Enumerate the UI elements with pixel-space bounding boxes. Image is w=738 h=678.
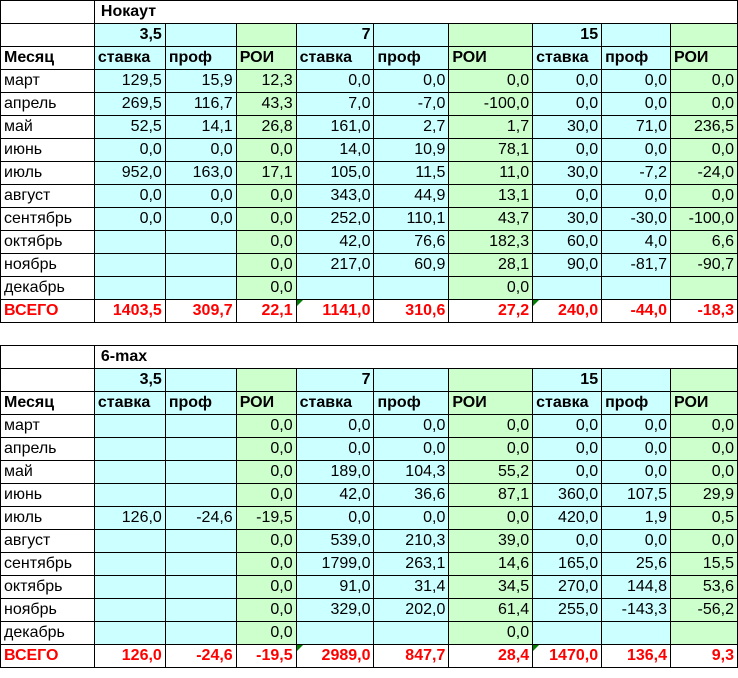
profit-cell-3-5[interactable] bbox=[165, 461, 236, 484]
roi-cell-7[interactable]: 0,0 bbox=[449, 70, 533, 93]
roi-header-3-5[interactable]: РОИ bbox=[236, 392, 296, 415]
stake-cell-15[interactable]: 255,0 bbox=[533, 599, 602, 622]
profit-cell-3-5[interactable] bbox=[165, 415, 236, 438]
total-profit-7[interactable]: 847,7 bbox=[374, 645, 449, 668]
profit-cell-15[interactable] bbox=[602, 622, 671, 645]
profit-cell-7[interactable]: 104,3 bbox=[374, 461, 449, 484]
stake-header-row-knockout bbox=[1, 24, 738, 47]
profit-cell-7[interactable]: 10,9 bbox=[374, 139, 449, 162]
roi-cell-3-5[interactable]: 0,0 bbox=[236, 254, 296, 277]
total-row-6max bbox=[1, 645, 738, 668]
total-profit-15[interactable]: -44,0 bbox=[602, 300, 671, 323]
profit-cell-7[interactable]: 202,0 bbox=[374, 599, 449, 622]
total-roi-3-5[interactable]: 22,1 bbox=[236, 300, 296, 323]
roi-cell-3-5[interactable]: 0,0 bbox=[236, 415, 296, 438]
stake-cell-3-5[interactable] bbox=[94, 599, 165, 622]
roi-cell-3-5[interactable]: 0,0 bbox=[236, 484, 296, 507]
profit-cell-3-5[interactable] bbox=[165, 576, 236, 599]
roi-cell-15[interactable]: -100,0 bbox=[671, 208, 738, 231]
roi-cell-7[interactable]: 34,5 bbox=[449, 576, 533, 599]
empty-cell[interactable] bbox=[602, 24, 671, 47]
roi-cell-3-5[interactable]: 0,0 bbox=[236, 139, 296, 162]
month-row bbox=[1, 162, 738, 185]
total-profit-3-5[interactable]: -24,6 bbox=[165, 645, 236, 668]
month-row bbox=[1, 116, 738, 139]
total-profit-3-5[interactable]: 309,7 bbox=[165, 300, 236, 323]
spacer-cell bbox=[1, 323, 738, 346]
profit-cell-3-5[interactable] bbox=[165, 438, 236, 461]
roi-cell-15[interactable]: -56,2 bbox=[671, 599, 738, 622]
stake-cell-15[interactable]: 0,0 bbox=[533, 139, 602, 162]
month-label[interactable]: сентябрь bbox=[1, 208, 95, 231]
roi-cell-15[interactable]: 0,0 bbox=[671, 185, 738, 208]
stake-cell-7[interactable]: 14,0 bbox=[296, 139, 374, 162]
profit-cell-15[interactable]: 1,9 bbox=[602, 507, 671, 530]
stake-cell-3-5[interactable]: 129,5 bbox=[94, 70, 165, 93]
empty-cell[interactable] bbox=[236, 24, 296, 47]
profit-cell-15[interactable] bbox=[602, 277, 671, 300]
roi-cell-3-5[interactable]: 0,0 bbox=[236, 576, 296, 599]
profit-cell-3-5[interactable] bbox=[165, 622, 236, 645]
roi-cell-7[interactable]: 0,0 bbox=[449, 415, 533, 438]
profit-cell-15[interactable]: 0,0 bbox=[602, 415, 671, 438]
month-row bbox=[1, 530, 738, 553]
stake-header-7[interactable]: 7 bbox=[296, 369, 374, 392]
month-label[interactable]: декабрь bbox=[1, 277, 95, 300]
profit-cell-15[interactable]: -7,2 bbox=[602, 162, 671, 185]
profit-cell-15[interactable]: 0,0 bbox=[602, 461, 671, 484]
stake-cell-15[interactable]: 30,0 bbox=[533, 116, 602, 139]
section-title-row-knockout bbox=[1, 1, 738, 24]
roi-cell-15[interactable]: 53,6 bbox=[671, 576, 738, 599]
empty-cell[interactable] bbox=[449, 24, 533, 47]
roi-cell-15[interactable]: 0,0 bbox=[671, 530, 738, 553]
total-label[interactable]: ВСЕГО bbox=[1, 645, 95, 668]
profit-header-7[interactable]: проф bbox=[374, 47, 449, 70]
month-row bbox=[1, 599, 738, 622]
stake-cell-3-5[interactable]: 52,5 bbox=[94, 116, 165, 139]
stake-header-15[interactable]: ставка bbox=[533, 392, 602, 415]
month-column-header[interactable]: Месяц bbox=[1, 392, 95, 415]
profit-cell-7[interactable]: 0,0 bbox=[374, 507, 449, 530]
profit-cell-3-5[interactable]: -24,6 bbox=[165, 507, 236, 530]
month-label[interactable]: июнь bbox=[1, 139, 95, 162]
stake-cell-7[interactable]: 539,0 bbox=[296, 530, 374, 553]
stake-cell-7[interactable]: 42,0 bbox=[296, 231, 374, 254]
profit-cell-7[interactable]: 2,7 bbox=[374, 116, 449, 139]
roi-cell-7[interactable]: -100,0 bbox=[449, 93, 533, 116]
column-labels-row-knockout bbox=[1, 47, 738, 70]
month-row bbox=[1, 70, 738, 93]
profit-cell-15[interactable]: 0,0 bbox=[602, 530, 671, 553]
profit-cell-7[interactable]: 44,9 bbox=[374, 185, 449, 208]
month-label[interactable]: март bbox=[1, 70, 95, 93]
total-stake-3-5[interactable]: 1403,5 bbox=[94, 300, 165, 323]
profit-cell-15[interactable]: 0,0 bbox=[602, 139, 671, 162]
stake-cell-3-5[interactable] bbox=[94, 438, 165, 461]
month-row bbox=[1, 484, 738, 507]
roi-cell-3-5[interactable]: 0,0 bbox=[236, 622, 296, 645]
stake-header-7[interactable]: 7 bbox=[296, 24, 374, 47]
month-row bbox=[1, 277, 738, 300]
month-row bbox=[1, 507, 738, 530]
roi-cell-7[interactable]: 55,2 bbox=[449, 461, 533, 484]
stake-cell-15[interactable]: 270,0 bbox=[533, 576, 602, 599]
stake-header-7[interactable]: ставка bbox=[296, 47, 374, 70]
roi-cell-3-5[interactable]: 0,0 bbox=[236, 438, 296, 461]
stake-cell-7[interactable]: 0,0 bbox=[296, 70, 374, 93]
profit-cell-7[interactable]: 0,0 bbox=[374, 415, 449, 438]
month-label[interactable]: июль bbox=[1, 507, 95, 530]
profit-cell-7[interactable] bbox=[374, 622, 449, 645]
profit-cell-15[interactable]: -81,7 bbox=[602, 254, 671, 277]
month-row bbox=[1, 415, 738, 438]
stake-cell-15[interactable]: 0,0 bbox=[533, 461, 602, 484]
roi-cell-7[interactable]: 0,0 bbox=[449, 622, 533, 645]
month-row bbox=[1, 254, 738, 277]
stake-cell-15[interactable]: 0,0 bbox=[533, 530, 602, 553]
roi-cell-15[interactable]: 0,0 bbox=[671, 461, 738, 484]
section-title-6max[interactable]: 6-max bbox=[94, 346, 737, 369]
profit-header-3-5[interactable]: проф bbox=[165, 47, 236, 70]
empty-cell[interactable] bbox=[374, 369, 449, 392]
profit-cell-15[interactable]: 0,0 bbox=[602, 70, 671, 93]
roi-cell-15[interactable]: 0,0 bbox=[671, 70, 738, 93]
profit-cell-3-5[interactable]: 116,7 bbox=[165, 93, 236, 116]
stake-cell-7[interactable]: 217,0 bbox=[296, 254, 374, 277]
stake-cell-7[interactable]: 0,0 bbox=[296, 438, 374, 461]
stake-cell-7[interactable]: 42,0 bbox=[296, 484, 374, 507]
stake-cell-7[interactable] bbox=[296, 622, 374, 645]
roi-cell-3-5[interactable]: 0,0 bbox=[236, 231, 296, 254]
stake-header-15[interactable]: 15 bbox=[533, 369, 602, 392]
month-row bbox=[1, 461, 738, 484]
profit-cell-3-5[interactable] bbox=[165, 277, 236, 300]
roi-cell-3-5[interactable]: 0,0 bbox=[236, 553, 296, 576]
profit-cell-3-5[interactable] bbox=[165, 599, 236, 622]
roi-cell-3-5[interactable]: 26,8 bbox=[236, 116, 296, 139]
total-roi-7[interactable]: 27,2 bbox=[449, 300, 533, 323]
section-spacer bbox=[1, 323, 738, 346]
empty-cell[interactable] bbox=[236, 369, 296, 392]
stake-cell-3-5[interactable]: 126,0 bbox=[94, 507, 165, 530]
month-label[interactable]: август bbox=[1, 530, 95, 553]
month-label[interactable]: апрель bbox=[1, 93, 95, 116]
roi-cell-15[interactable]: 0,0 bbox=[671, 93, 738, 116]
profit-cell-15[interactable]: 0,0 bbox=[602, 185, 671, 208]
empty-cell[interactable] bbox=[165, 24, 236, 47]
roi-cell-3-5[interactable]: 12,3 bbox=[236, 70, 296, 93]
profit-cell-3-5[interactable] bbox=[165, 553, 236, 576]
profit-cell-15[interactable]: -143,3 bbox=[602, 599, 671, 622]
roi-cell-7[interactable]: 0,0 bbox=[449, 507, 533, 530]
month-label[interactable]: октябрь bbox=[1, 231, 95, 254]
roi-cell-3-5[interactable]: 43,3 bbox=[236, 93, 296, 116]
empty-cell[interactable] bbox=[602, 369, 671, 392]
profit-header-15[interactable]: проф bbox=[602, 392, 671, 415]
total-row-knockout bbox=[1, 300, 738, 323]
profit-cell-3-5[interactable]: 0,0 bbox=[165, 208, 236, 231]
month-label[interactable]: ноябрь bbox=[1, 599, 95, 622]
roi-cell-7[interactable]: 14,6 bbox=[449, 553, 533, 576]
roi-cell-15[interactable] bbox=[671, 277, 738, 300]
stake-cell-15[interactable]: 60,0 bbox=[533, 231, 602, 254]
month-label[interactable]: декабрь bbox=[1, 622, 95, 645]
roi-cell-15[interactable]: 6,6 bbox=[671, 231, 738, 254]
month-label[interactable]: апрель bbox=[1, 438, 95, 461]
month-row bbox=[1, 438, 738, 461]
profit-cell-3-5[interactable] bbox=[165, 484, 236, 507]
roi-cell-7[interactable]: 78,1 bbox=[449, 139, 533, 162]
stake-cell-7[interactable]: 91,0 bbox=[296, 576, 374, 599]
roi-cell-3-5[interactable]: 0,0 bbox=[236, 530, 296, 553]
stake-cell-15[interactable]: 360,0 bbox=[533, 484, 602, 507]
roi-cell-7[interactable]: 0,0 bbox=[449, 438, 533, 461]
stake-cell-15[interactable]: 165,0 bbox=[533, 553, 602, 576]
total-roi-7[interactable]: 28,4 bbox=[449, 645, 533, 668]
empty-cell[interactable] bbox=[1, 1, 95, 24]
section-title-knockout[interactable]: Нокаут bbox=[94, 1, 737, 24]
roi-cell-15[interactable]: 29,9 bbox=[671, 484, 738, 507]
roi-cell-3-5[interactable]: 0,0 bbox=[236, 461, 296, 484]
month-row bbox=[1, 576, 738, 599]
profit-cell-15[interactable]: 4,0 bbox=[602, 231, 671, 254]
profit-cell-7[interactable]: 210,3 bbox=[374, 530, 449, 553]
month-label[interactable]: ноябрь bbox=[1, 254, 95, 277]
stake-header-row-6max bbox=[1, 369, 738, 392]
profit-header-15[interactable]: проф bbox=[602, 47, 671, 70]
stake-cell-15[interactable]: 0,0 bbox=[533, 185, 602, 208]
roi-header-7[interactable]: РОИ bbox=[449, 392, 533, 415]
roi-header-3-5[interactable]: РОИ bbox=[236, 47, 296, 70]
stake-cell-15[interactable]: 420,0 bbox=[533, 507, 602, 530]
roi-cell-3-5[interactable]: 0,0 bbox=[236, 185, 296, 208]
stake-cell-7[interactable]: 343,0 bbox=[296, 185, 374, 208]
column-labels-row-6max bbox=[1, 392, 738, 415]
stake-cell-15[interactable]: 30,0 bbox=[533, 208, 602, 231]
total-stake-7[interactable]: 1141,0 bbox=[296, 300, 374, 323]
profit-cell-15[interactable]: 0,0 bbox=[602, 438, 671, 461]
stake-cell-15[interactable]: 0,0 bbox=[533, 93, 602, 116]
stake-cell-7[interactable]: 252,0 bbox=[296, 208, 374, 231]
roi-header-7[interactable]: РОИ bbox=[449, 47, 533, 70]
month-row bbox=[1, 231, 738, 254]
month-label[interactable]: май bbox=[1, 461, 95, 484]
section-title-row-6max bbox=[1, 346, 738, 369]
profit-cell-7[interactable]: 76,6 bbox=[374, 231, 449, 254]
profit-header-3-5[interactable]: проф bbox=[165, 392, 236, 415]
profit-cell-3-5[interactable]: 15,9 bbox=[165, 70, 236, 93]
stake-cell-15[interactable]: 0,0 bbox=[533, 438, 602, 461]
profit-cell-15[interactable]: 107,5 bbox=[602, 484, 671, 507]
total-stake-3-5[interactable]: 126,0 bbox=[94, 645, 165, 668]
stake-cell-3-5[interactable] bbox=[94, 277, 165, 300]
roi-cell-15[interactable] bbox=[671, 622, 738, 645]
roi-cell-7[interactable]: 1,7 bbox=[449, 116, 533, 139]
stake-cell-3-5[interactable]: 269,5 bbox=[94, 93, 165, 116]
stake-cell-7[interactable]: 105,0 bbox=[296, 162, 374, 185]
profit-cell-7[interactable]: 263,1 bbox=[374, 553, 449, 576]
stake-cell-3-5[interactable] bbox=[94, 254, 165, 277]
month-row bbox=[1, 185, 738, 208]
stake-header-3-5[interactable]: 3,5 bbox=[94, 24, 165, 47]
roi-cell-15[interactable]: 0,0 bbox=[671, 139, 738, 162]
stake-header-15[interactable]: 15 bbox=[533, 24, 602, 47]
profit-cell-15[interactable]: 144,8 bbox=[602, 576, 671, 599]
stake-cell-3-5[interactable] bbox=[94, 415, 165, 438]
month-label[interactable]: май bbox=[1, 116, 95, 139]
profit-cell-3-5[interactable] bbox=[165, 530, 236, 553]
stake-cell-15[interactable]: 90,0 bbox=[533, 254, 602, 277]
profit-cell-7[interactable]: -7,0 bbox=[374, 93, 449, 116]
total-roi-15[interactable]: -18,3 bbox=[671, 300, 738, 323]
stake-cell-3-5[interactable] bbox=[94, 231, 165, 254]
month-row bbox=[1, 622, 738, 645]
month-column-header[interactable]: Месяц bbox=[1, 47, 95, 70]
empty-cell[interactable] bbox=[1, 24, 95, 47]
empty-cell[interactable] bbox=[671, 24, 738, 47]
stake-cell-7[interactable]: 7,0 bbox=[296, 93, 374, 116]
stake-cell-3-5[interactable] bbox=[94, 576, 165, 599]
stake-cell-3-5[interactable]: 0,0 bbox=[94, 139, 165, 162]
roi-cell-3-5[interactable]: 17,1 bbox=[236, 162, 296, 185]
roi-cell-7[interactable]: 13,1 bbox=[449, 185, 533, 208]
month-label[interactable]: июнь bbox=[1, 484, 95, 507]
profit-cell-15[interactable]: 25,6 bbox=[602, 553, 671, 576]
stake-cell-7[interactable]: 0,0 bbox=[296, 415, 374, 438]
empty-cell[interactable] bbox=[671, 369, 738, 392]
profit-cell-3-5[interactable]: 0,0 bbox=[165, 139, 236, 162]
roi-cell-15[interactable]: -90,7 bbox=[671, 254, 738, 277]
month-row bbox=[1, 139, 738, 162]
stake-header-3-5[interactable]: ставка bbox=[94, 392, 165, 415]
stake-cell-7[interactable]: 161,0 bbox=[296, 116, 374, 139]
stake-cell-15[interactable] bbox=[533, 622, 602, 645]
roi-cell-15[interactable]: 0,0 bbox=[671, 438, 738, 461]
roi-cell-7[interactable]: 11,0 bbox=[449, 162, 533, 185]
roi-cell-15[interactable]: 15,5 bbox=[671, 553, 738, 576]
stake-cell-3-5[interactable]: 0,0 bbox=[94, 208, 165, 231]
roi-cell-15[interactable]: 0,0 bbox=[671, 415, 738, 438]
roi-cell-15[interactable]: 236,5 bbox=[671, 116, 738, 139]
profit-cell-7[interactable]: 11,5 bbox=[374, 162, 449, 185]
empty-cell[interactable] bbox=[1, 369, 95, 392]
roi-cell-3-5[interactable]: 0,0 bbox=[236, 599, 296, 622]
profit-cell-7[interactable]: 31,4 bbox=[374, 576, 449, 599]
stake-cell-3-5[interactable] bbox=[94, 622, 165, 645]
roi-cell-3-5[interactable]: 0,0 bbox=[236, 277, 296, 300]
roi-cell-15[interactable]: 0,5 bbox=[671, 507, 738, 530]
empty-cell[interactable] bbox=[165, 369, 236, 392]
stake-cell-15[interactable]: 30,0 bbox=[533, 162, 602, 185]
total-roi-3-5[interactable]: -19,5 bbox=[236, 645, 296, 668]
profit-cell-7[interactable]: 0,0 bbox=[374, 70, 449, 93]
stake-header-3-5[interactable]: ставка bbox=[94, 47, 165, 70]
profit-cell-7[interactable]: 36,6 bbox=[374, 484, 449, 507]
stake-cell-15[interactable]: 0,0 bbox=[533, 415, 602, 438]
stake-header-7[interactable]: ставка bbox=[296, 392, 374, 415]
month-label[interactable]: сентябрь bbox=[1, 553, 95, 576]
stake-cell-3-5[interactable] bbox=[94, 461, 165, 484]
roi-cell-7[interactable]: 61,4 bbox=[449, 599, 533, 622]
profit-header-7[interactable]: проф bbox=[374, 392, 449, 415]
profit-cell-7[interactable] bbox=[374, 277, 449, 300]
total-roi-15[interactable]: 9,3 bbox=[671, 645, 738, 668]
total-stake-15[interactable]: 240,0 bbox=[533, 300, 602, 323]
month-label[interactable]: июль bbox=[1, 162, 95, 185]
month-label[interactable]: октябрь bbox=[1, 576, 95, 599]
roi-cell-3-5[interactable]: 0,0 bbox=[236, 208, 296, 231]
profit-cell-3-5[interactable] bbox=[165, 231, 236, 254]
month-label[interactable]: август bbox=[1, 185, 95, 208]
profit-cell-15[interactable]: 71,0 bbox=[602, 116, 671, 139]
empty-cell[interactable] bbox=[1, 346, 95, 369]
month-row bbox=[1, 208, 738, 231]
stake-cell-3-5[interactable] bbox=[94, 484, 165, 507]
profit-cell-3-5[interactable]: 0,0 bbox=[165, 185, 236, 208]
roi-header-15[interactable]: РОИ bbox=[671, 47, 738, 70]
stake-cell-3-5[interactable] bbox=[94, 530, 165, 553]
profit-cell-7[interactable]: 110,1 bbox=[374, 208, 449, 231]
total-profit-7[interactable]: 310,6 bbox=[374, 300, 449, 323]
stake-cell-7[interactable] bbox=[296, 277, 374, 300]
stake-cell-3-5[interactable] bbox=[94, 553, 165, 576]
stake-header-3-5[interactable]: 3,5 bbox=[94, 369, 165, 392]
stake-cell-7[interactable]: 0,0 bbox=[296, 507, 374, 530]
roi-cell-3-5[interactable]: -19,5 bbox=[236, 507, 296, 530]
roi-cell-7[interactable]: 28,1 bbox=[449, 254, 533, 277]
profit-cell-7[interactable]: 60,9 bbox=[374, 254, 449, 277]
month-row bbox=[1, 553, 738, 576]
roi-cell-15[interactable]: -24,0 bbox=[671, 162, 738, 185]
stake-cell-7[interactable]: 189,0 bbox=[296, 461, 374, 484]
roi-cell-7[interactable]: 39,0 bbox=[449, 530, 533, 553]
roi-cell-7[interactable]: 87,1 bbox=[449, 484, 533, 507]
stake-cell-7[interactable]: 329,0 bbox=[296, 599, 374, 622]
total-profit-15[interactable]: 136,4 bbox=[602, 645, 671, 668]
total-stake-15[interactable]: 1470,0 bbox=[533, 645, 602, 668]
stake-cell-15[interactable] bbox=[533, 277, 602, 300]
month-label[interactable]: март bbox=[1, 415, 95, 438]
profit-cell-3-5[interactable]: 14,1 bbox=[165, 116, 236, 139]
profit-cell-7[interactable]: 0,0 bbox=[374, 438, 449, 461]
profit-cell-3-5[interactable]: 163,0 bbox=[165, 162, 236, 185]
roi-cell-7[interactable]: 0,0 bbox=[449, 277, 533, 300]
profit-cell-15[interactable]: 0,0 bbox=[602, 93, 671, 116]
total-stake-7[interactable]: 2989,0 bbox=[296, 645, 374, 668]
roi-cell-7[interactable]: 43,7 bbox=[449, 208, 533, 231]
stake-cell-7[interactable]: 1799,0 bbox=[296, 553, 374, 576]
month-row bbox=[1, 93, 738, 116]
roi-cell-7[interactable]: 182,3 bbox=[449, 231, 533, 254]
profit-cell-15[interactable]: -30,0 bbox=[602, 208, 671, 231]
empty-cell[interactable] bbox=[449, 369, 533, 392]
total-label[interactable]: ВСЕГО bbox=[1, 300, 95, 323]
stake-cell-3-5[interactable]: 952,0 bbox=[94, 162, 165, 185]
stake-cell-3-5[interactable]: 0,0 bbox=[94, 185, 165, 208]
profit-cell-3-5[interactable] bbox=[165, 254, 236, 277]
stake-cell-15[interactable]: 0,0 bbox=[533, 70, 602, 93]
roi-header-15[interactable]: РОИ bbox=[671, 392, 738, 415]
stake-header-15[interactable]: ставка bbox=[533, 47, 602, 70]
empty-cell[interactable] bbox=[374, 24, 449, 47]
